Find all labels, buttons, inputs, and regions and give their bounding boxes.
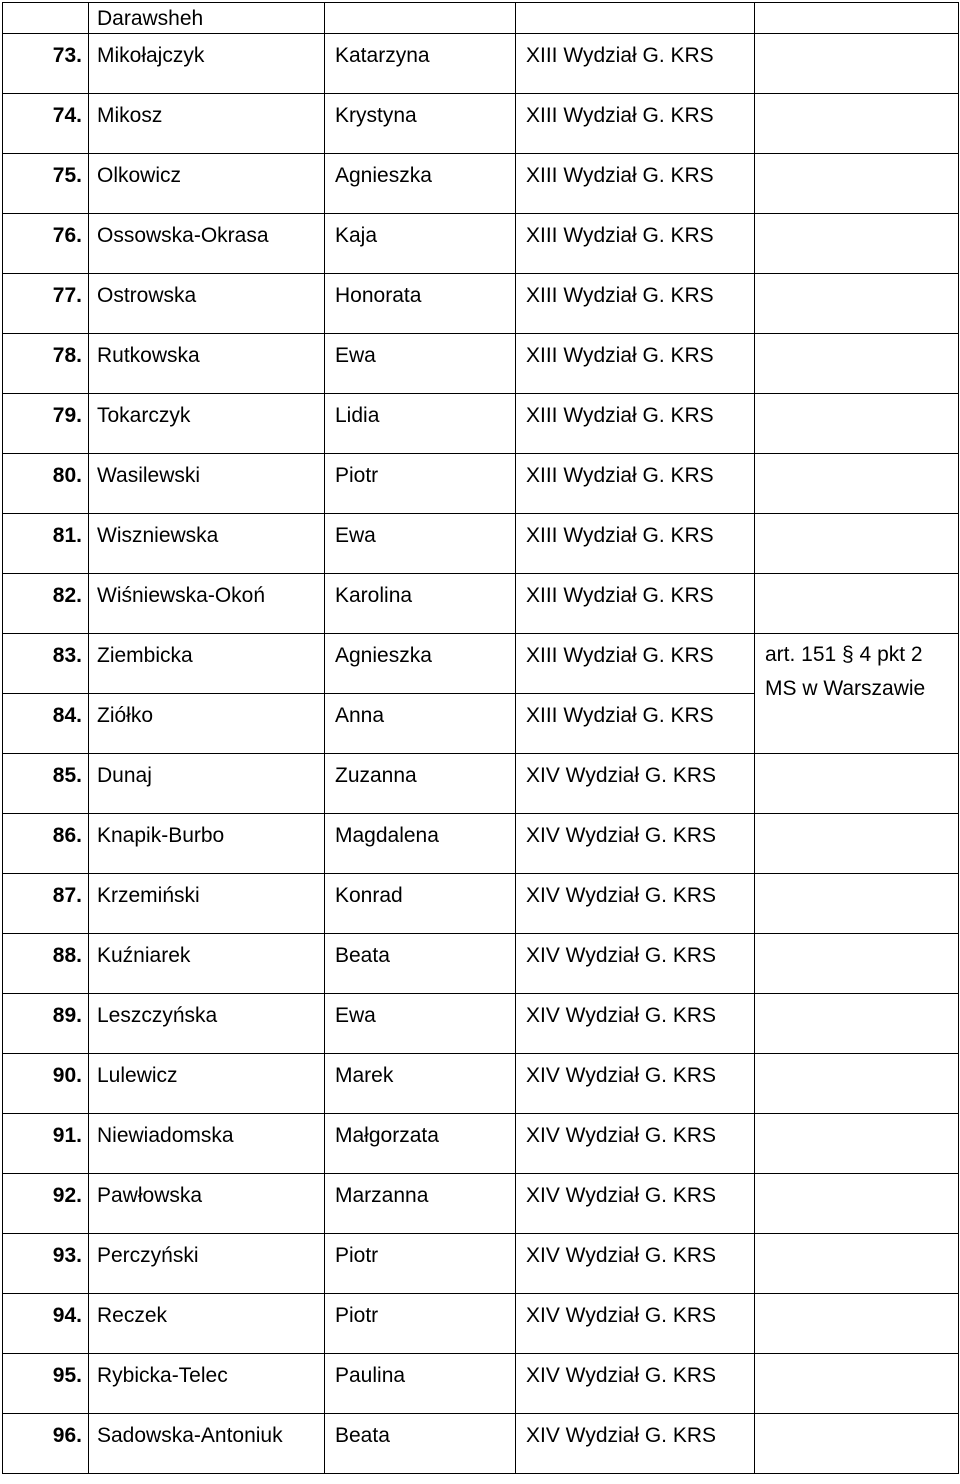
table-row [3,454,959,514]
row-number: 73. [52,44,82,67]
last-name: Knapik-Burbo [97,824,225,847]
cell-last-name [89,34,325,94]
first-name: Marek [335,1064,394,1087]
cell-note [755,34,959,94]
row-number: 78. [52,344,82,367]
legal-note: art. 151 § 4 pkt 2 MS w Warszawie [765,643,926,700]
first-name: Konrad [335,884,403,907]
cell-number [3,1054,89,1114]
table-row [3,1174,959,1234]
table-row [3,994,959,1054]
cell-number [3,934,89,994]
cell-department [516,634,755,694]
first-name: Karolina [335,584,413,607]
cell-number [3,3,89,34]
first-name: Ewa [335,1004,376,1027]
row-number: 91. [52,1124,82,1147]
department: XIV Wydział G. KRS [526,1304,717,1327]
table-row [3,1234,959,1294]
cell-note [755,1114,959,1174]
last-name: Perczyński [97,1244,199,1267]
cell-department [516,1354,755,1414]
cell-department [516,274,755,334]
cell-number [3,874,89,934]
row-number: 82. [52,584,82,607]
cell-note [755,214,959,274]
row-number: 93. [52,1244,82,1267]
table-row [3,94,959,154]
cell-note [755,1234,959,1294]
cell-last-name [89,754,325,814]
department: XIII Wydział G. KRS [526,524,714,547]
last-name: Reczek [97,1304,168,1327]
cell-first-name [325,94,516,154]
cell-number [3,454,89,514]
cell-first-name [325,274,516,334]
cell-note [755,574,959,634]
row-number: 96. [52,1424,82,1447]
cell-number [3,154,89,214]
table-row [3,1294,959,1354]
cell-department [516,694,755,754]
cell-note [755,154,959,214]
cell-last-name [89,574,325,634]
table-row [3,514,959,574]
last-name: Tokarczyk [97,404,191,427]
row-number: 92. [52,1184,82,1207]
cell-note [755,874,959,934]
table-row [3,934,959,994]
cell-first-name [325,1054,516,1114]
last-name: Wiszniewska [97,524,219,547]
cell-first-name [325,634,516,694]
cell-number [3,94,89,154]
department: XIV Wydział G. KRS [526,1184,717,1207]
cell-first-name [325,1114,516,1174]
cell-note [755,454,959,514]
cell-last-name [89,214,325,274]
cell-number [3,1354,89,1414]
cell-first-name [325,154,516,214]
cell-number [3,1114,89,1174]
cell-first-name [325,754,516,814]
cell-number [3,394,89,454]
department: XIV Wydział G. KRS [526,1364,717,1387]
department: XIV Wydział G. KRS [526,884,717,907]
department: XIV Wydział G. KRS [526,824,717,847]
table-row [3,574,959,634]
last-name: Wiśniewska-Okoń [97,584,266,607]
row-number: 86. [52,824,82,847]
department: XIV Wydział G. KRS [526,764,717,787]
department: XIV Wydział G. KRS [526,1064,717,1087]
cell-department [516,814,755,874]
cell-first-name [325,34,516,94]
first-name: Małgorzata [335,1124,439,1147]
cell-note [755,514,959,574]
first-name: Piotr [335,464,379,487]
last-name: Ziółko [97,704,154,727]
cell-first-name [325,3,516,34]
cell-last-name [89,1174,325,1234]
first-name: Anna [335,704,385,727]
first-name: Paulina [335,1364,406,1387]
row-number: 90. [52,1064,82,1087]
row-number: 75. [52,164,82,187]
table-row [3,634,959,694]
table-row-continuation [3,3,959,34]
cell-number [3,694,89,754]
cell-last-name [89,94,325,154]
department: XIV Wydział G. KRS [526,1004,717,1027]
cell-last-name [89,1054,325,1114]
table-row [3,1354,959,1414]
cell-department [516,754,755,814]
cell-first-name [325,1234,516,1294]
table-row [3,1054,959,1114]
cell-number [3,814,89,874]
table-row [3,394,959,454]
cell-department [516,1414,755,1474]
table-row [3,274,959,334]
table-body [3,3,959,1474]
cell-number [3,1294,89,1354]
cell-last-name [89,1294,325,1354]
cell-department [516,154,755,214]
department: XIII Wydział G. KRS [526,404,714,427]
cell-department [516,94,755,154]
cell-department [516,1294,755,1354]
last-name: Mikołajczyk [97,44,205,67]
cell-first-name [325,1294,516,1354]
row-number: 85. [52,764,82,787]
department: XIV Wydział G. KRS [526,1244,717,1267]
department: XIII Wydział G. KRS [526,284,714,307]
table-row [3,34,959,94]
department: XIII Wydział G. KRS [526,584,714,607]
department: XIII Wydział G. KRS [526,644,714,667]
cell-note [755,934,959,994]
first-name: Agnieszka [335,164,432,187]
first-name: Lidia [335,404,380,427]
cell-last-name [89,1414,325,1474]
cell-note [755,394,959,454]
last-name: Krzemiński [97,884,200,907]
first-name: Beata [335,1424,390,1447]
cell-number [3,514,89,574]
table-row [3,814,959,874]
cell-number [3,994,89,1054]
cell-first-name [325,454,516,514]
first-name: Ewa [335,524,376,547]
cell-first-name [325,934,516,994]
row-number: 94. [52,1304,82,1327]
cell-last-name [89,994,325,1054]
department: XIII Wydział G. KRS [526,704,714,727]
first-name: Ewa [335,344,376,367]
cell-number [3,754,89,814]
row-number: 80. [52,464,82,487]
cell-note [755,1294,959,1354]
cell-number [3,634,89,694]
cell-last-name [89,1114,325,1174]
department: XIII Wydział G. KRS [526,104,714,127]
row-number: 81. [52,524,82,547]
last-name: Sadowska-Antoniuk [97,1424,283,1447]
cell-department [516,394,755,454]
row-number: 77. [52,284,82,307]
cell-first-name [325,1414,516,1474]
cell-department [516,574,755,634]
last-name: Rutkowska [97,344,200,367]
department: XIII Wydział G. KRS [526,224,714,247]
cell-department [516,934,755,994]
cell-department [516,1234,755,1294]
last-name-fragment: Darawsheh [97,7,204,30]
cell-last-name [89,1354,325,1414]
cell-department [516,1114,755,1174]
table-row [3,1114,959,1174]
cell-department [516,454,755,514]
row-number: 76. [52,224,82,247]
department: XIV Wydział G. KRS [526,1424,717,1447]
cell-first-name [325,874,516,934]
last-name: Kuźniarek [97,944,191,967]
cell-note [755,1174,959,1234]
table-row [3,214,959,274]
first-name: Beata [335,944,390,967]
cell-number [3,214,89,274]
cell-last-name [89,274,325,334]
cell-first-name [325,334,516,394]
last-name: Lulewicz [97,1064,178,1087]
cell-department [516,334,755,394]
cell-first-name [325,394,516,454]
row-number: 84. [52,704,82,727]
cell-note [755,1054,959,1114]
cell-number [3,1234,89,1294]
cell-last-name [89,334,325,394]
cell-department [516,34,755,94]
first-name: Marzanna [335,1184,429,1207]
cell-last-name [89,514,325,574]
cell-first-name [325,1354,516,1414]
first-name: Katarzyna [335,44,430,67]
first-name: Zuzanna [335,764,417,787]
cell-number [3,1414,89,1474]
cell-department [516,1174,755,1234]
department: XIII Wydział G. KRS [526,44,714,67]
cell-last-name [89,1234,325,1294]
department: XIII Wydział G. KRS [526,464,714,487]
row-number: 83. [52,644,82,667]
cell-department [516,874,755,934]
row-number: 79. [52,404,82,427]
cell-number [3,574,89,634]
row-number: 89. [52,1004,82,1027]
row-number: 95. [52,1364,82,1387]
last-name: Mikosz [97,104,163,127]
table-row [3,334,959,394]
cell-note [755,754,959,814]
first-name: Piotr [335,1244,379,1267]
table-row [3,154,959,214]
last-name: Leszczyńska [97,1004,218,1027]
cell-first-name [325,1174,516,1234]
cell-first-name [325,574,516,634]
cell-first-name [325,214,516,274]
table-row [3,874,959,934]
last-name: Wasilewski [97,464,201,487]
department: XIII Wydział G. KRS [526,164,714,187]
department: XIV Wydział G. KRS [526,1124,717,1147]
first-name: Honorata [335,284,422,307]
last-name: Rybicka-Telec [97,1364,228,1387]
cell-note [755,94,959,154]
cell-department [516,994,755,1054]
first-name: Kaja [335,224,378,247]
first-name: Krystyna [335,104,417,127]
cell-number [3,274,89,334]
cell-department [516,1054,755,1114]
first-name: Magdalena [335,824,439,847]
cell-last-name [89,874,325,934]
cell-number [3,34,89,94]
cell-number [3,334,89,394]
cell-first-name [325,994,516,1054]
cell-department [516,514,755,574]
cell-note [755,814,959,874]
cell-note [755,994,959,1054]
department: XIII Wydział G. KRS [526,344,714,367]
cell-last-name [89,154,325,214]
row-number: 87. [52,884,82,907]
cell-note [755,334,959,394]
cell-note [755,1354,959,1414]
department: XIV Wydział G. KRS [526,944,717,967]
cell-last-name [89,634,325,694]
cell-last-name [89,454,325,514]
cell-last-name [89,3,325,34]
cell-note-merged [755,634,959,754]
last-name: Pawłowska [97,1184,203,1207]
row-number: 74. [52,104,82,127]
cell-department [516,3,755,34]
cell-last-name [89,394,325,454]
first-name: Agnieszka [335,644,432,667]
first-name: Piotr [335,1304,379,1327]
cell-note [755,1414,959,1474]
last-name: Olkowicz [97,164,182,187]
cell-number [3,1174,89,1234]
last-name: Dunaj [97,764,152,787]
last-name: Ossowska-Okrasa [97,224,269,247]
cell-department [516,214,755,274]
cell-last-name [89,814,325,874]
row-number: 88. [52,944,82,967]
cell-note [755,274,959,334]
last-name: Ziembicka [97,644,193,667]
table-row [3,1414,959,1474]
cell-last-name [89,934,325,994]
last-name: Ostrowska [97,284,197,307]
personnel-table [2,2,959,1474]
cell-first-name [325,694,516,754]
cell-note [755,3,959,34]
cell-first-name [325,814,516,874]
last-name: Niewiadomska [97,1124,234,1147]
table-row [3,754,959,814]
cell-last-name [89,694,325,754]
cell-first-name [325,514,516,574]
